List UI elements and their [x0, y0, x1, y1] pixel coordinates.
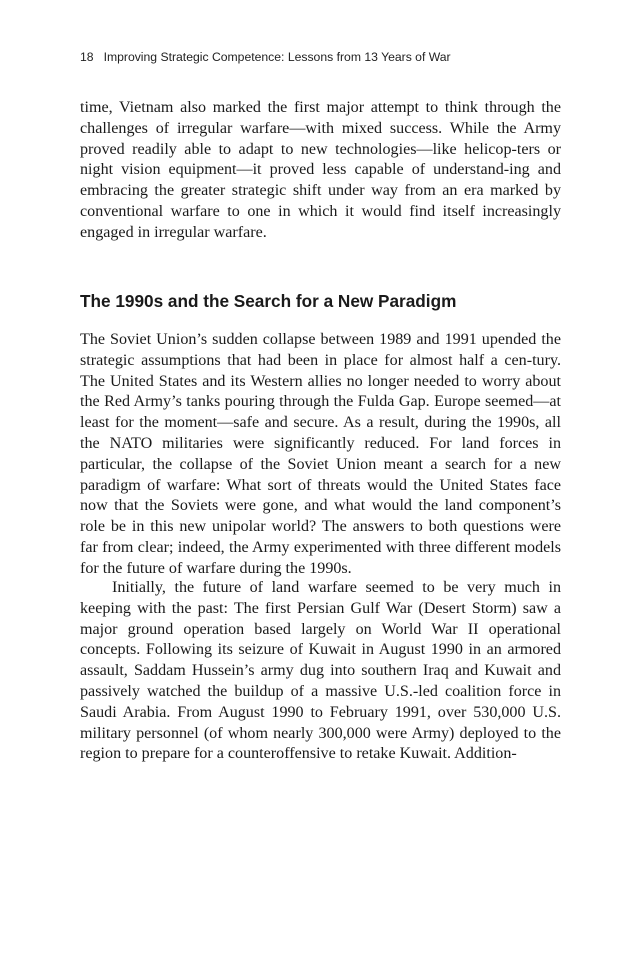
body-paragraph-desert-storm: Initially, the future of land warfare seemed to be very much in keeping with the past: The first Persian Gulf War (Desert Storm) saw a major ground operation based largely on World War II operational concepts. Following its seizure of Kuwait in August 1990 in an armored assault, Saddam Hussein’s army dug into southern Iraq and Kuwait and passively watched the buildup of a massive U.S.-led coalition force in Saudi Arabia. From August 1990 to February 1991, over 530,000 U.S. military personnel (of whom nearly 300,000 were Army) deployed to the region to prepare for a counteroffensive to retake Kuwait. Addition- — [80, 579, 561, 763]
running-head-title: Improving Strategic Competence: Lessons from 13 Years of War — [103, 50, 451, 64]
body-paragraph-intro: time, Vietnam also marked the first major attempt to think through the challenges of irregular warfare—with mixed success. While the Army proved readily able to adapt to new technologies—like helicop-ters or night vision equipment—it proved less capable of understand-ing and embracing the greater strategic shift under way from an era marked by conventional warfare to one in which it would find itself increasingly engaged in irregular warfare. — [80, 99, 561, 241]
body-paragraph-soviet-collapse: The Soviet Union’s sudden collapse between 1989 and 1991 upended the strategic assumptions that had been in place for almost half a cen-tury. The United States and its Western allies no longer needed to worry about the Red Army’s tanks pouring through the Fulda Gap. Europe seemed—at least for the moment—safe and secure. As a result, during the 1990s, all the NATO militaries were significantly reduced. For land forces in particular, the collapse of the Soviet Union meant a search for a new paradigm of warfare: What sort of threats would the United States face now that the Soviets were gone, and what would the land component’s role be in this new unipolar world? The answers to both questions were far from clear; indeed, the Army experimented with three different models for the future of warfare during the 1990s. — [80, 331, 561, 577]
section-heading: The 1990s and the Search for a New Paradigm — [80, 291, 457, 311]
running-head — [80, 50, 560, 64]
page-number: 18 — [80, 50, 94, 64]
